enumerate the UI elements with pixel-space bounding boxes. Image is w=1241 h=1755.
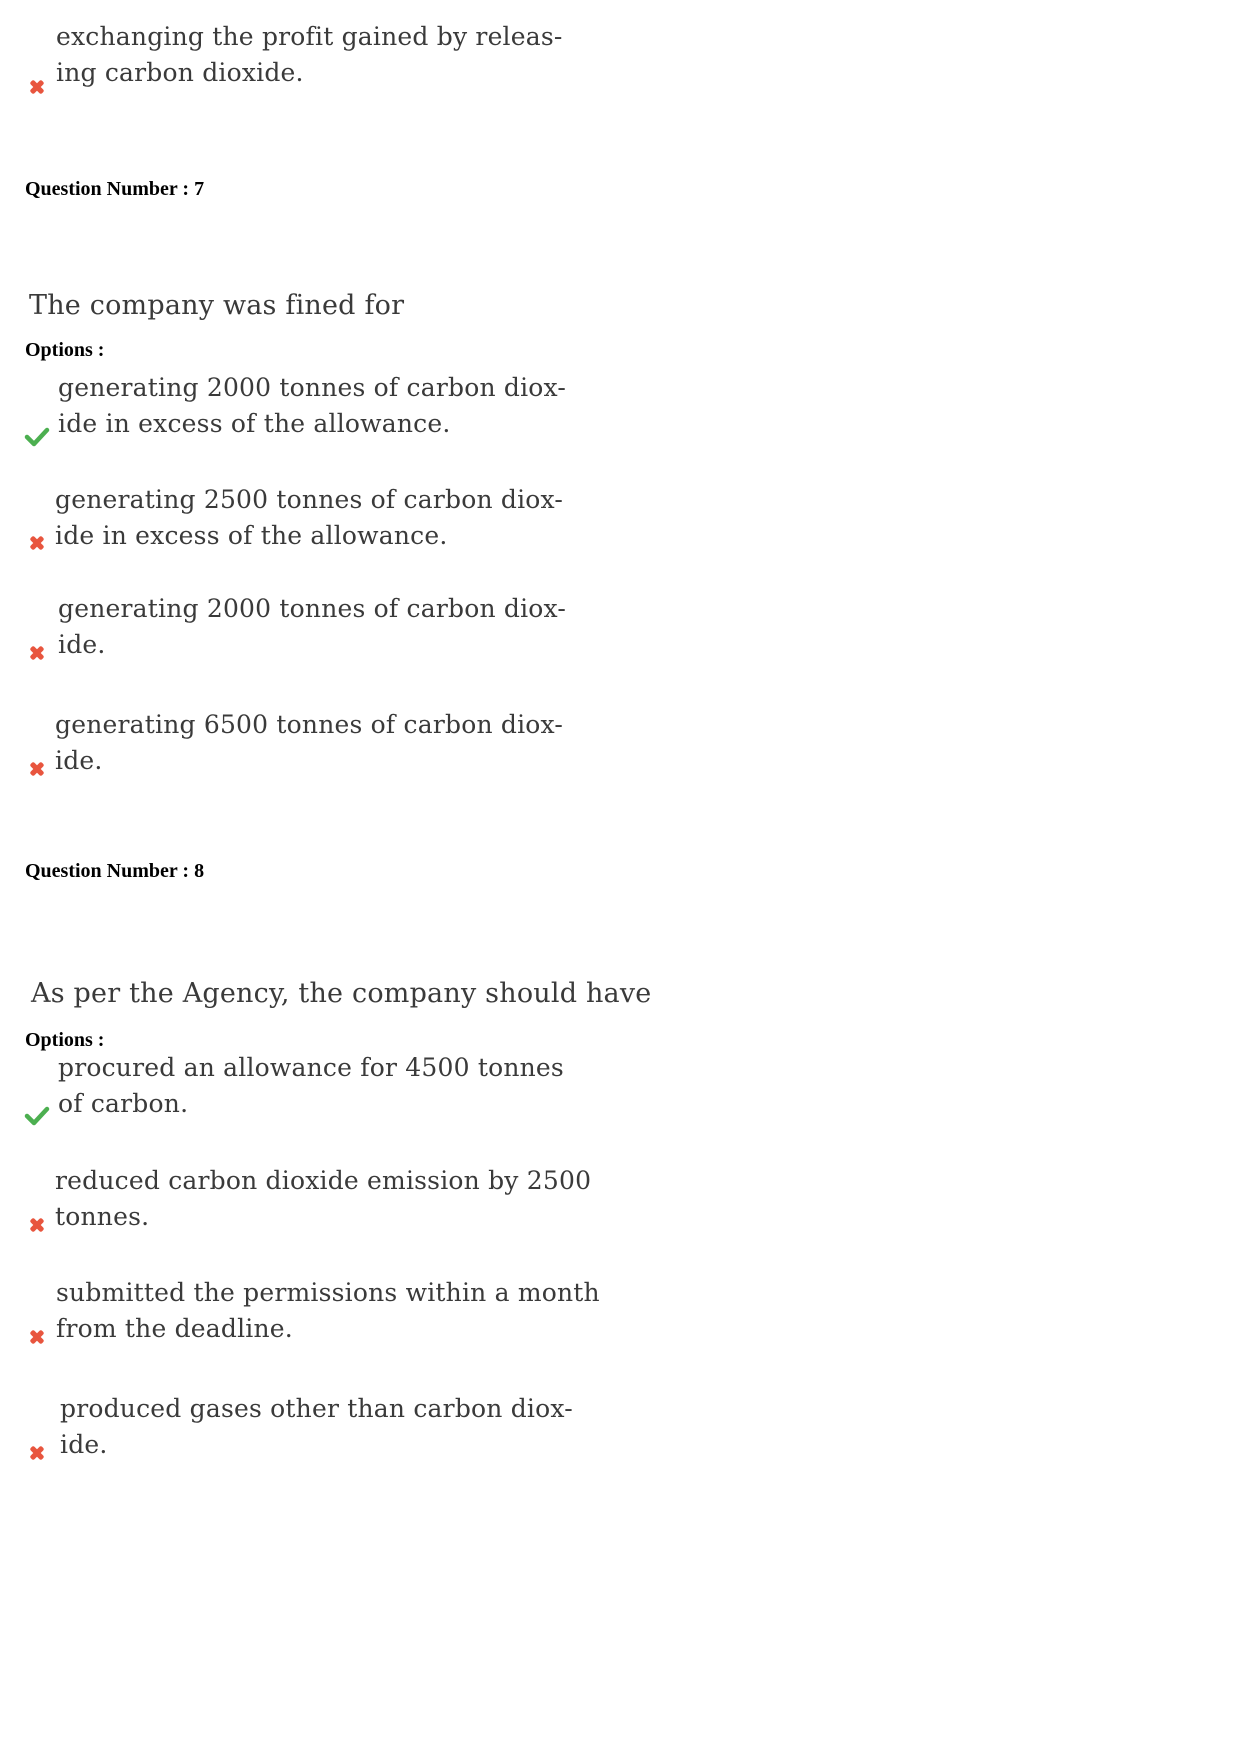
- cross-icon: [24, 756, 50, 782]
- question-text: The company was fined for: [29, 290, 405, 321]
- check-icon: [24, 423, 50, 449]
- cross-icon: [24, 1440, 50, 1466]
- cross-icon: [24, 1212, 50, 1238]
- option-text-line2: ide in excess of the allowance.: [58, 409, 451, 438]
- option-text-line1: reduced carbon dioxide emission by 2500: [55, 1166, 592, 1195]
- options-label: Options :: [25, 339, 105, 361]
- option-text-line1: produced gases other than carbon diox-: [60, 1394, 573, 1423]
- option-text-line2: from the deadline.: [56, 1314, 293, 1343]
- option-wrong: [24, 1394, 624, 1474]
- option-wrong: [24, 1166, 624, 1246]
- question-number-heading: Question Number : 8: [25, 860, 205, 882]
- option-text-line1: procured an allowance for 4500 tonnes: [58, 1053, 564, 1082]
- question-number-heading: Question Number : 7: [25, 178, 205, 200]
- option-text-line1: exchanging the profit gained by releas-: [56, 22, 563, 51]
- option-text-line2: ide.: [55, 746, 103, 775]
- prev-option: [24, 22, 624, 102]
- option-wrong: [24, 485, 624, 565]
- option-correct: [24, 373, 624, 453]
- options-label: Options :: [25, 1029, 105, 1051]
- cross-icon: [24, 74, 50, 100]
- check-icon: [24, 1102, 50, 1128]
- cross-icon: [24, 530, 50, 556]
- option-text-line1: submitted the permissions within a month: [56, 1278, 600, 1307]
- option-text-line2: ide.: [58, 630, 106, 659]
- option-text-line2: ide.: [60, 1430, 108, 1459]
- option-text-line1: generating 2000 tonnes of carbon diox-: [58, 373, 567, 402]
- question-text: As per the Agency, the company should have: [31, 978, 652, 1009]
- option-text-line2: of carbon.: [58, 1089, 189, 1118]
- option-text-line2: ide in excess of the allowance.: [55, 521, 448, 550]
- option-text-line1: generating 2000 tonnes of carbon diox-: [58, 594, 567, 623]
- option-wrong: [24, 710, 624, 790]
- option-text-line1: generating 2500 tonnes of carbon diox-: [55, 485, 564, 514]
- option-text-line2: tonnes.: [55, 1202, 150, 1231]
- cross-icon: [24, 1324, 50, 1350]
- cross-icon: [24, 640, 50, 666]
- option-text-line1: generating 6500 tonnes of carbon diox-: [55, 710, 564, 739]
- option-wrong: [24, 1278, 624, 1358]
- option-wrong: [24, 594, 624, 674]
- option-text-line2: ing carbon dioxide.: [56, 58, 304, 87]
- option-correct: [24, 1053, 624, 1133]
